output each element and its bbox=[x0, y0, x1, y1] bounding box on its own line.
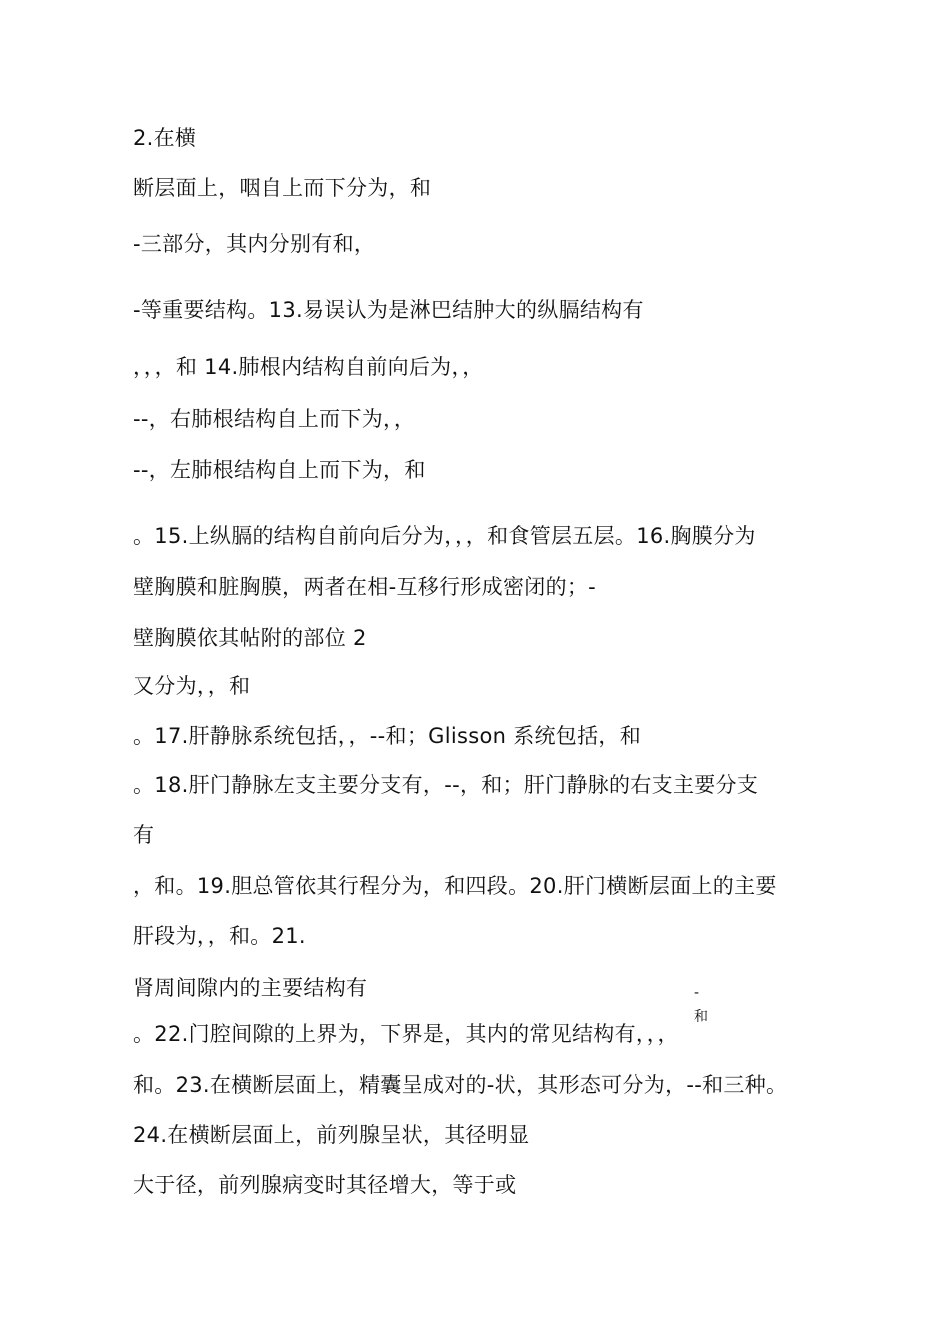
text-line-5: ，，，和 14.肺根内结构自前向后为，， bbox=[133, 355, 484, 379]
text-line-8: 。15.上纵膈的结构自前向后分为，，，和食管层五层。16.胸膜分为 bbox=[133, 524, 756, 548]
text-line-18: 。22.门腔间隙的上界为，下界是，其内的常见结构有，，， bbox=[133, 1022, 679, 1046]
text-line-12: 。17.肝静脉系统包括，，--和；Glisson 系统包括，和 bbox=[133, 724, 642, 748]
text-line-17: 肾周间隙内的主要结构有 bbox=[133, 976, 368, 1000]
text-line-20: 24.在横断层面上，前列腺呈状，其径明显 bbox=[133, 1123, 530, 1147]
text-line-13: 。18.肝门静脉左支主要分支有，--，和；肝门静脉的右支主要分支 bbox=[133, 773, 759, 797]
text-line-15: ，和。19.胆总管依其行程分为，和四段。20.肝门横断层面上的主要 bbox=[133, 874, 777, 898]
text-line-10: 壁胸膜依其帖附的部位 2 bbox=[133, 626, 367, 650]
text-line-1: 2.在横 bbox=[133, 126, 197, 150]
text-line-4: -等重要结构。13.易误认为是淋巴结肿大的纵膈结构有 bbox=[133, 298, 644, 322]
text-line-19: 和。23.在横断层面上，精囊呈成对的-状，其形态可分为，--和三种。 bbox=[133, 1073, 788, 1097]
text-line-21: 大于径，前列腺病变时其径增大，等于或 bbox=[133, 1173, 517, 1197]
text-line-7: --，左肺根结构自上而下为，和 bbox=[133, 458, 426, 482]
text-line-11: 又分为，，和 bbox=[133, 674, 251, 698]
text-line-6: --，右肺根结构自上而下为，， bbox=[133, 407, 416, 431]
text-line-2: 断层面上，咽自上而下分为，和 bbox=[133, 176, 432, 200]
text-line-9: 壁胸膜和脏胸膜，两者在相-互移行形成密闭的；- bbox=[133, 575, 597, 599]
text-line-14: 有 bbox=[133, 823, 155, 847]
floating-dash: - bbox=[694, 985, 700, 1001]
floating-he: 和 bbox=[694, 1009, 708, 1025]
text-line-16: 肝段为，，和。21. bbox=[133, 924, 306, 948]
text-line-3: -三部分，其内分别有和， bbox=[133, 232, 376, 256]
